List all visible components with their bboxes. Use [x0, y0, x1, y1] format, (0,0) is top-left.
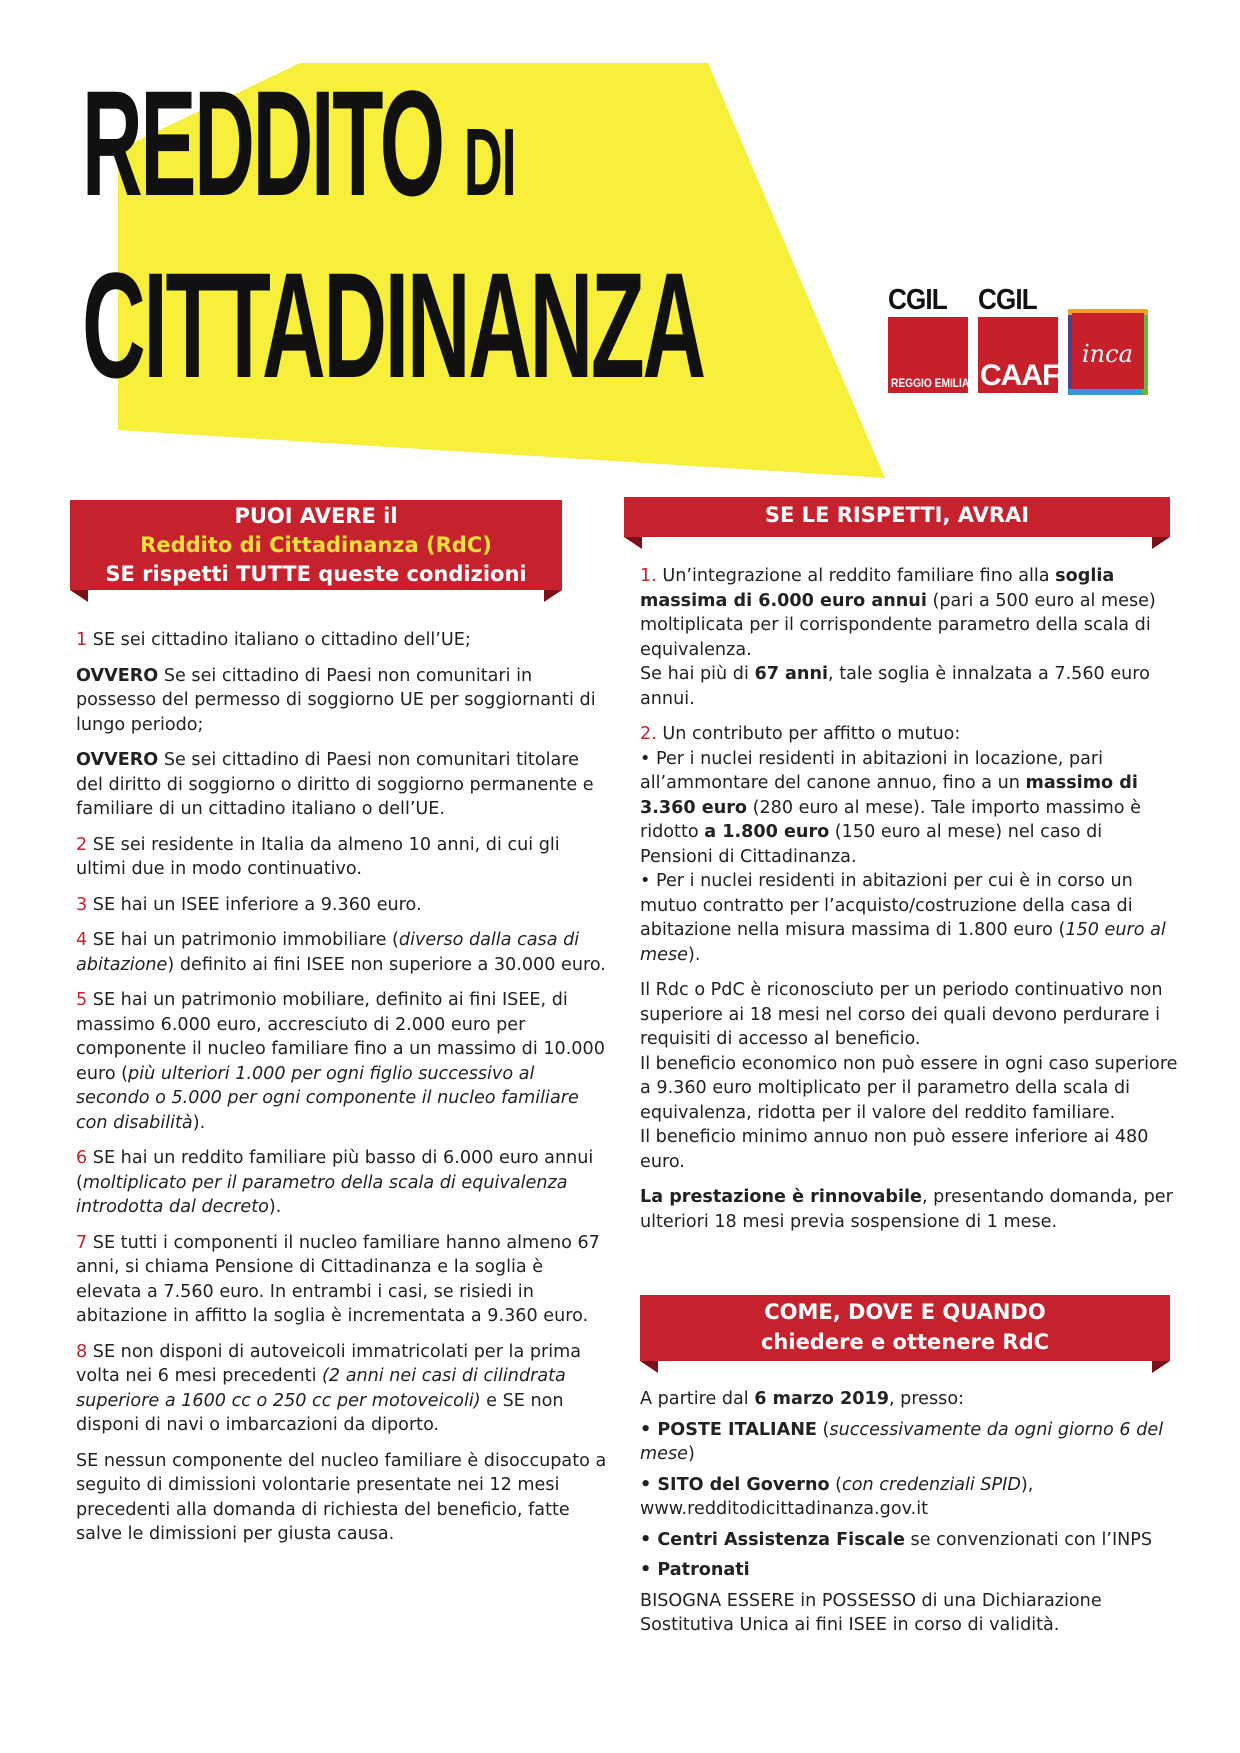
condition-text: SE sei residente in Italia da almeno 10 anni, di cui gli ultimi due in modo continuativo. — [76, 834, 560, 879]
cgil-caaf-logo-text: CGIL — [978, 284, 1037, 316]
condition-number: 5 — [76, 990, 88, 1010]
condition-number: 2 — [76, 834, 88, 855]
banner-fold-right — [1152, 1361, 1170, 1373]
inca-label: inca — [1082, 340, 1133, 368]
condition-text: SE hai un patrimonio immobiliare ( — [92, 930, 399, 950]
condition-text-italic: più ulteriori 1.000 per ogni figlio successivo al secondo o 5.000 per ogni componente il nucleo familiare con disabilità — [76, 1063, 579, 1133]
left-banner-line-2: Reddito di Cittadinanza (RdC) — [140, 533, 492, 557]
condition-8 — [76, 1340, 610, 1438]
ovvero-label: OVVERO — [76, 750, 159, 770]
condition-text: SE nessun componente del nucleo familiare è disoccupato a seguito di dimissioni volontarie presentate nei 12 mesi precedenti alla domanda di richiesta del beneficio, fatte salve le dimissioni per giusta causa. — [76, 1450, 607, 1544]
list-item-title: • Patronati — [640, 1560, 750, 1580]
benefit-text-italic: 150 euro al mese — [640, 920, 1166, 965]
condition-text: ) definito ai fini ISEE non superiore a 30.000 euro. — [167, 954, 606, 975]
condition-text: ). — [268, 1197, 282, 1217]
condition-dimissioni — [76, 1449, 610, 1547]
benefit-text: Un contributo per affitto o mutuo: — [662, 724, 961, 744]
title-reddito: REDDITO — [82, 59, 443, 227]
condition-text: SE hai un ISEE inferiore a 9.360 euro. — [92, 894, 422, 915]
condition-text: Se sei cittadino di Paesi non comunitari in possesso del permesso di soggiorno UE per soggiornanti di lungo periodo; — [76, 665, 596, 735]
condition-text: SE non disponi di autoveicoli immatricolati per la prima volta nei 6 mesi precedenti — [76, 1341, 582, 1386]
benefit-text-bold: massimo di 3.360 euro — [640, 773, 1138, 818]
benefit-text: (280 euro al mese). Tale importo massimo è ridotto — [640, 797, 1141, 842]
body-text: ), — [1020, 1474, 1034, 1495]
condition-number: 6 — [76, 1148, 88, 1168]
condition-text: Se sei cittadino di Paesi non comunitari titolare del diritto di soggiorno o diritto di soggiorno permanente e familiare di un cittadino italiano o dell’UE. — [76, 750, 594, 819]
right-banner-avrai-label: SE LE RISPETTI, AVRAI — [764, 503, 1030, 527]
how-where-when-section — [640, 1387, 1180, 1649]
condition-text-italic: diverso dalla casa di abitazione — [76, 930, 580, 975]
condition-2 — [76, 833, 610, 882]
list-item-poste — [640, 1418, 1180, 1467]
list-item-title: • POSTE ITALIANE — [640, 1419, 817, 1440]
body-text: Il beneficio economico non può essere in ogni caso superiore a 9.360 euro moltiplicato per il parametro della scala di equivalenza, ridotta per il valore del reddito familiare. — [640, 1053, 1178, 1123]
caaf-label: CAAF — [980, 359, 1060, 392]
body-text: ) — [687, 1444, 695, 1464]
benefit-text: • Per i nuclei residenti in abitazioni in locazione, pari all’ammontare del canone annuo, fino a un — [640, 748, 1104, 793]
condition-text: e SE non disponi di navi o imbarcazioni da diporto. — [76, 1390, 564, 1435]
benefit-text-bold: soglia massima di 6.000 euro annui — [640, 566, 1115, 611]
list-item-caf — [640, 1528, 1180, 1553]
renewal-paragraph — [640, 1185, 1180, 1234]
condition-5 — [76, 988, 610, 1135]
benefit-text: Se hai più di — [640, 664, 755, 684]
condition-6 — [76, 1146, 610, 1220]
start-date: 6 marzo 2019 — [754, 1389, 889, 1409]
banner-fold-left — [640, 1361, 658, 1373]
benefit-text-bold: 67 anni — [754, 664, 829, 684]
banner-fold-left — [70, 590, 88, 602]
benefit-text: • Per i nuclei residenti in abitazioni per cui è in corso un mutuo contratto per l’acquisto/costruzione della casa di abitazione nella misura massima di 1.800 euro ( — [640, 871, 1133, 940]
condition-number: 1 — [76, 630, 88, 650]
condition-text: ). — [192, 1112, 206, 1133]
condition-number: 7 — [76, 1232, 88, 1253]
right-column — [640, 564, 1180, 1245]
banner-fold-right — [544, 590, 562, 602]
benefit-text: Un’integrazione al reddito familiare fino alla — [662, 566, 1056, 586]
condition-text-italic: moltiplicato per il parametro della scala di equivalenza introdotta dal decreto — [76, 1172, 568, 1217]
list-item-title: • Centri Assistenza Fiscale — [640, 1529, 905, 1550]
cgil-caaf-logo — [978, 317, 1058, 393]
benefit-text-bold: a 1.800 euro — [704, 822, 830, 842]
benefit-number: 2. — [640, 724, 657, 744]
right-banner-come-dove-quando — [640, 1295, 1170, 1361]
isee-requirement — [640, 1589, 1180, 1638]
condition-text: SE sei cittadino italiano o cittadino dell’UE; — [92, 630, 471, 650]
cgil-logo-text: CGIL — [888, 284, 947, 316]
condition-1-ovvero-1 — [76, 664, 610, 738]
condition-7 — [76, 1231, 610, 1329]
body-text: , presentando domanda, per ulteriori 18 mesi previa sospensione di 1 mese. — [640, 1187, 1173, 1232]
list-item-sito — [640, 1473, 1180, 1522]
condition-text: SE hai un reddito familiare più basso di 6.000 euro annui ( — [76, 1148, 594, 1193]
benefit-1 — [640, 564, 1180, 711]
body-text: ( — [829, 1474, 843, 1495]
list-item-patronati — [640, 1558, 1180, 1583]
condition-4 — [76, 928, 610, 977]
left-banner — [70, 500, 562, 590]
condition-3 — [76, 893, 610, 918]
banner-fold-right — [1152, 537, 1170, 549]
benefit-2 — [640, 722, 1180, 967]
right-banner-line-1: COME, DOVE E QUANDO — [764, 1300, 1046, 1324]
condition-text-italic: (2 anni nei casi di cilindrata superiore a 1600 cc o 250 cc per motoveicoli) — [76, 1366, 566, 1411]
right-banner-avrai — [624, 497, 1170, 537]
list-item-title: • SITO del Governo — [640, 1474, 830, 1495]
website-url[interactable]: www.redditodicittadinanza.gov.it — [640, 1499, 929, 1519]
condition-text: SE hai un patrimonio mobiliare, definito ai fini ISEE, di massimo 6.000 euro, accresciuto di 2.000 euro per componente il nucleo familiare fino a un massimo di 10.000 euro ( — [76, 990, 605, 1084]
left-banner-line-1: PUOI AVERE il — [234, 504, 398, 528]
benefit-text: , tale soglia è innalzata a 7.560 euro annui. — [640, 664, 1150, 709]
body-text-italic: con credenziali SPID — [842, 1474, 1021, 1495]
body-text: A partire dal — [640, 1389, 755, 1409]
condition-number: 4 — [76, 930, 88, 950]
condition-text: SE tutti i componenti il nucleo familiare hanno almeno 67 anni, si chiama Pensione di Cittadinanza e la soglia è elevata a 7.560 euro. In entrambi i casi, se risiedi in abitazione in affitto la soglia è incrementata a 9.360 euro. — [76, 1232, 600, 1326]
condition-number: 3 — [76, 894, 88, 915]
benefit-text: (150 euro al mese) nel caso di Pensioni di Cittadinanza. — [640, 822, 1103, 867]
body-text: ( — [816, 1419, 830, 1440]
body-text: , presso: — [888, 1389, 965, 1409]
left-column — [76, 628, 610, 1558]
cgil-reggio-emilia-logo — [888, 317, 968, 393]
benefit-text: (pari a 500 euro al mese) moltiplicata per il corrispondente parametro della scala di equivalenza. — [640, 590, 1156, 660]
logos-group — [886, 284, 1156, 394]
ovvero-label: OVVERO — [76, 665, 159, 686]
condition-1 — [76, 628, 610, 653]
duration-paragraph — [640, 978, 1180, 1174]
body-text: Il beneficio minimo annuo non può essere inferiore ai 480 euro. — [640, 1127, 1149, 1172]
condition-number: 8 — [76, 1341, 88, 1362]
left-banner-line-3: SE rispetti TUTTE queste condizioni — [105, 562, 527, 586]
body-text: BISOGNA ESSERE in POSSESSO di una Dichiarazione Sostitutiva Unica ai fini ISEE in corso di validità. — [640, 1590, 1102, 1635]
start-date-line — [640, 1387, 1180, 1412]
title-line-2: CITTADINANZA — [82, 241, 704, 409]
right-banner-line-2: chiedere e ottenere RdC — [760, 1330, 1050, 1354]
body-text-bold: La prestazione è rinnovabile — [640, 1187, 922, 1207]
banner-fold-left — [624, 537, 642, 549]
title-di: DI — [463, 109, 516, 216]
title-line-1 — [82, 59, 516, 227]
body-text: se convenzionati con l’INPS — [904, 1529, 1153, 1550]
cgil-reggio-emilia-label: REGGIO EMILIA — [891, 376, 970, 390]
body-text-italic: successivamente da ogni giorno 6 del mese — [640, 1419, 1164, 1464]
body-text: Il Rdc o PdC è riconosciuto per un periodo continuativo non superiore ai 18 mesi nel corso dei quali devono perdurare i requisiti di accesso al beneficio. — [640, 980, 1163, 1049]
condition-1-ovvero-2 — [76, 748, 610, 822]
benefit-number: 1. — [640, 566, 657, 586]
benefit-text: ). — [687, 944, 701, 965]
